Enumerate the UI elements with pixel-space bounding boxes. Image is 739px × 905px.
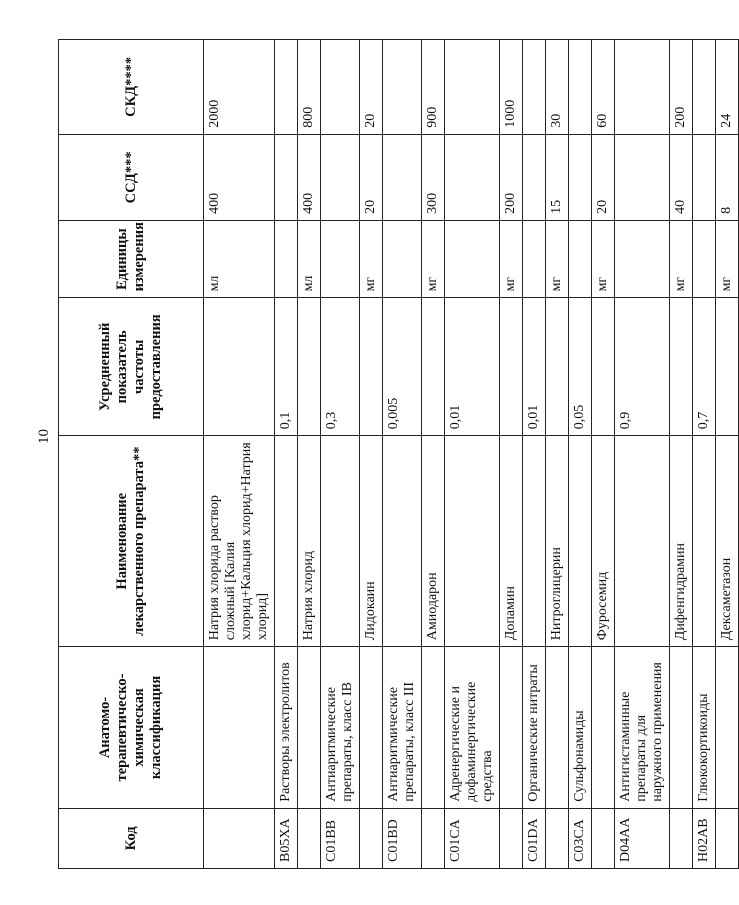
cell-code bbox=[670, 808, 693, 868]
cell-unit: мл bbox=[298, 220, 321, 298]
cell-skd: 200 bbox=[670, 40, 693, 135]
cell-skd bbox=[383, 40, 422, 135]
cell-unit: мг bbox=[716, 220, 739, 298]
cell-ssd: 300 bbox=[422, 134, 445, 220]
cell-unit: мг bbox=[500, 220, 523, 298]
cell-frequency: 0,7 bbox=[693, 298, 716, 436]
cell-ssd bbox=[275, 134, 298, 220]
cell-ssd: 20 bbox=[360, 134, 383, 220]
cell-drug-name bbox=[693, 436, 716, 647]
cell-unit: мл bbox=[204, 220, 275, 298]
table-row bbox=[523, 40, 546, 869]
cell-unit bbox=[321, 220, 360, 298]
table-row bbox=[500, 40, 523, 869]
cell-ssd bbox=[569, 134, 592, 220]
cell-unit bbox=[445, 220, 500, 298]
table-row bbox=[321, 40, 360, 869]
cell-atc: Антигистаминные препараты для наружного применения bbox=[615, 647, 670, 808]
cell-frequency: 0,1 bbox=[275, 298, 298, 436]
cell-unit: мг bbox=[670, 220, 693, 298]
table-row bbox=[569, 40, 592, 869]
cell-code: C01DA bbox=[523, 808, 546, 868]
cell-unit bbox=[693, 220, 716, 298]
cell-skd: 30 bbox=[546, 40, 569, 135]
table-row bbox=[693, 40, 716, 869]
cell-atc bbox=[298, 647, 321, 808]
table-body bbox=[204, 40, 739, 869]
cell-code: D04AA bbox=[615, 808, 670, 868]
cell-skd bbox=[693, 40, 716, 135]
cell-frequency bbox=[546, 298, 569, 436]
cell-atc bbox=[422, 647, 445, 808]
cell-ssd: 40 bbox=[670, 134, 693, 220]
cell-frequency: 0,005 bbox=[383, 298, 422, 436]
cell-atc: Органические нитраты bbox=[523, 647, 546, 808]
table-row bbox=[360, 40, 383, 869]
cell-ssd bbox=[693, 134, 716, 220]
cell-ssd: 15 bbox=[546, 134, 569, 220]
cell-atc: Сульфонамиды bbox=[569, 647, 592, 808]
cell-frequency bbox=[360, 298, 383, 436]
cell-skd bbox=[523, 40, 546, 135]
cell-code bbox=[298, 808, 321, 868]
table-row bbox=[298, 40, 321, 869]
cell-frequency bbox=[422, 298, 445, 436]
cell-ssd: 400 bbox=[204, 134, 275, 220]
cell-drug-name bbox=[383, 436, 422, 647]
cell-code: C01BB bbox=[321, 808, 360, 868]
cell-ssd: 200 bbox=[500, 134, 523, 220]
cell-skd bbox=[321, 40, 360, 135]
cell-skd bbox=[445, 40, 500, 135]
table-row bbox=[204, 40, 275, 869]
cell-frequency: 0,9 bbox=[615, 298, 670, 436]
table-row bbox=[670, 40, 693, 869]
cell-frequency bbox=[298, 298, 321, 436]
cell-code: C03CA bbox=[569, 808, 592, 868]
cell-skd: 900 bbox=[422, 40, 445, 135]
cell-atc bbox=[500, 647, 523, 808]
table-row bbox=[445, 40, 500, 869]
cell-drug-name bbox=[275, 436, 298, 647]
cell-code: B05XA bbox=[275, 808, 298, 868]
cell-unit: мг bbox=[422, 220, 445, 298]
cell-atc bbox=[670, 647, 693, 808]
cell-atc: Адренергические и дофаминергические средства bbox=[445, 647, 500, 808]
cell-ssd: 400 bbox=[298, 134, 321, 220]
cell-drug-name: Нитроглицерин bbox=[546, 436, 569, 647]
cell-atc: Глюкокортикоиды bbox=[693, 647, 716, 808]
cell-unit bbox=[615, 220, 670, 298]
table-row bbox=[592, 40, 615, 869]
cell-ssd: 20 bbox=[592, 134, 615, 220]
page-number: 10 bbox=[36, 429, 52, 444]
table-row bbox=[615, 40, 670, 869]
cell-frequency bbox=[204, 298, 275, 436]
cell-drug-name bbox=[615, 436, 670, 647]
cell-drug-name: Дексаметазон bbox=[716, 436, 739, 647]
cell-drug-name bbox=[523, 436, 546, 647]
header-atc: Анатомо-терапевтическо-химическая классификация bbox=[59, 647, 204, 808]
header-ssd: ССД*** bbox=[59, 134, 204, 220]
cell-frequency: 0,01 bbox=[523, 298, 546, 436]
cell-frequency: 0,3 bbox=[321, 298, 360, 436]
cell-code bbox=[500, 808, 523, 868]
table-row bbox=[275, 40, 298, 869]
drug-table bbox=[58, 39, 739, 869]
cell-frequency: 0,01 bbox=[445, 298, 500, 436]
cell-atc bbox=[360, 647, 383, 808]
cell-code bbox=[360, 808, 383, 868]
cell-frequency bbox=[500, 298, 523, 436]
cell-skd: 20 bbox=[360, 40, 383, 135]
cell-drug-name bbox=[321, 436, 360, 647]
cell-code bbox=[204, 808, 275, 868]
cell-atc: Антиаритмические препараты, класс III bbox=[383, 647, 422, 808]
cell-drug-name: Натрия хлорида раствор сложный [Калия хлорид+Кальция хлорид+Натрия хлорид] bbox=[204, 436, 275, 647]
header-skd: СКД**** bbox=[59, 40, 204, 135]
cell-frequency bbox=[716, 298, 739, 436]
cell-drug-name: Натрия хлорид bbox=[298, 436, 321, 647]
cell-drug-name: Амиодарон bbox=[422, 436, 445, 647]
header-unit: Единицы измерения bbox=[59, 220, 204, 298]
cell-unit: мг bbox=[360, 220, 383, 298]
cell-skd: 800 bbox=[298, 40, 321, 135]
table-row bbox=[546, 40, 569, 869]
cell-atc bbox=[716, 647, 739, 808]
cell-skd bbox=[275, 40, 298, 135]
cell-drug-name: Допамин bbox=[500, 436, 523, 647]
cell-skd: 2000 bbox=[204, 40, 275, 135]
header-drug-name: Наименование лекарственного препарата** bbox=[59, 436, 204, 647]
header-frequency: Усредненный показатель частоты предоставления bbox=[59, 298, 204, 436]
document-rotated-container bbox=[58, 39, 734, 869]
cell-code: C01CA bbox=[445, 808, 500, 868]
cell-skd: 60 bbox=[592, 40, 615, 135]
cell-code bbox=[546, 808, 569, 868]
cell-ssd bbox=[445, 134, 500, 220]
cell-code: H02AB bbox=[693, 808, 716, 868]
cell-drug-name bbox=[445, 436, 500, 647]
cell-code bbox=[422, 808, 445, 868]
cell-skd bbox=[615, 40, 670, 135]
cell-ssd: 8 bbox=[716, 134, 739, 220]
cell-drug-name: Лидокаин bbox=[360, 436, 383, 647]
cell-atc: Растворы электролитов bbox=[275, 647, 298, 808]
cell-atc bbox=[546, 647, 569, 808]
table-row bbox=[716, 40, 739, 869]
cell-frequency: 0,05 bbox=[569, 298, 592, 436]
cell-drug-name: Дифенгидрамин bbox=[670, 436, 693, 647]
cell-ssd bbox=[523, 134, 546, 220]
cell-skd: 24 bbox=[716, 40, 739, 135]
cell-unit bbox=[275, 220, 298, 298]
cell-unit bbox=[383, 220, 422, 298]
cell-drug-name bbox=[569, 436, 592, 647]
table-header-row bbox=[59, 40, 204, 869]
table-row bbox=[383, 40, 422, 869]
cell-atc bbox=[592, 647, 615, 808]
table-row bbox=[422, 40, 445, 869]
cell-frequency bbox=[592, 298, 615, 436]
cell-unit: мг bbox=[546, 220, 569, 298]
header-code: Код bbox=[59, 808, 204, 868]
cell-frequency bbox=[670, 298, 693, 436]
cell-ssd bbox=[615, 134, 670, 220]
cell-unit bbox=[523, 220, 546, 298]
cell-unit: мг bbox=[592, 220, 615, 298]
cell-skd bbox=[569, 40, 592, 135]
cell-skd: 1000 bbox=[500, 40, 523, 135]
cell-drug-name: Фуросемид bbox=[592, 436, 615, 647]
cell-ssd bbox=[321, 134, 360, 220]
cell-ssd bbox=[383, 134, 422, 220]
cell-code bbox=[716, 808, 739, 868]
cell-code bbox=[592, 808, 615, 868]
cell-atc: Антиаритмические препараты, класс IB bbox=[321, 647, 360, 808]
cell-atc bbox=[204, 647, 275, 808]
cell-code: C01BD bbox=[383, 808, 422, 868]
cell-unit bbox=[569, 220, 592, 298]
